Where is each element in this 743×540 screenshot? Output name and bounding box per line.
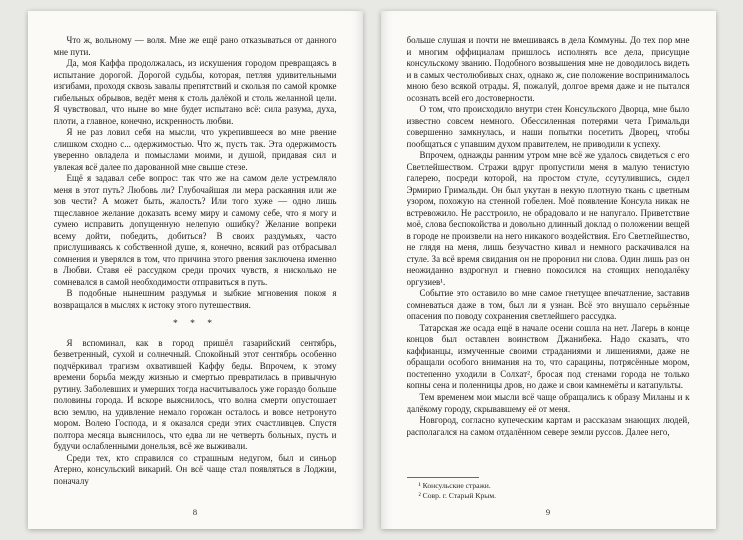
paragraph: Да, моя Каффа продолжалась, из искушения городом превращаясь в испытание дорогой. Дорогой судьбы, которая, петляя удивительными изгибами, проходя сквозь завалы препятствий и скользя по самой кромке гибельных обрывов, ведёт меня к столь далёкой и столь желанной цели. Я чувствовал, что ныне во мне будет испытано всё: сила разума, духа, плоти, а главное, конечно, искренность любви. [53, 58, 337, 126]
paragraph: Тем временем мои мысли всё чаще обращались к образу Миланы и к далёкому городу, скрывавшему её от меня. [406, 391, 690, 414]
left-page [28, 11, 363, 529]
footnote-divider [407, 477, 479, 478]
paragraph: В подобные нынешним раздумья и зыбкие мгновения покоя я возвращался в мыслях к истоку этого путешествия. [53, 288, 337, 310]
paragraph-continuation: больше слушая и почти не вмешиваясь в дела Коммуны. До тех пор мне и многим оффициалам пришлось исполнять все дела, присущие консульскому званию. Подобного возвышения мне не доводилось видеть и в самых честолюбивых снах, однако ж, сие положение воспринималось мною безо всякой отрады. Я, пожалуй, долгое время даже и не пытался осознать всей его достоверности. [406, 35, 690, 103]
paragraph: О том, что происходило внутри стен Консульского Дворца, мне было известно совсем немного. Обессиленная потерями чета Гримальди совершенно замкнулась, и наши попытки посетить Дворец, чтобы пообщаться с упавшим духом правителем, не приводили к успеху. [406, 104, 690, 149]
paragraph: Новгород, согласно купеческим картам и рассказам знающих людей, располагался на самом отдалённом севере земли руссов. Далее него, [406, 415, 690, 437]
right-page-text [407, 35, 690, 472]
footnote: ² Совр. г. Старый Крым. [418, 490, 497, 500]
page-number-left: 8 [192, 507, 198, 517]
paragraph: Впрочем, однажды ранним утром мне всё же удалось свидеться с его Светлейшеством. Стражи вдруг пропустили меня в малую тенистую галерею, посреди которой, на простом стуле, ссутулившись, сидел Эрмирио Гримальди. Он был укутан в некую плотную ткань с цветным узором, похожую на стенной гобелен. Моё появление Консула никак не встревожило. Не расстроило, не обрадовало и не напугало. Приветствие моё, слова беспокойства и довольно длинный доклад о положении вещей в городе не произвели на него никакого воздействия. Его Светлейшество, не глядя на меня, лишь безучастно кивал и немного раскачивался на стуле. За всё время свидания он не проронил ни слова. Один лишь раз он неожиданно вздрогнул и гневно покосился на стоящих неподалёку оргузиев¹. [406, 150, 690, 287]
paragraph: Событие это оставило во мне самое гнетущее впечатление, заставив сомневаться даже в том, был ли я узнан. Всё это внушало серьёзные опасения по поводу сохранения светлейшего рассудка. [406, 288, 690, 322]
footnote: ¹ Консульские стражи. [418, 480, 491, 490]
paragraph: Что ж, вольному — воля. Мне же ещё рано отказываться от данного мне пути. [53, 35, 337, 57]
paragraph: Я вспоминал, как в город пришёл газарийский сентябрь, безветренный, сухой и солнечный. Спокойный этот сентябрь особенно подчёркивал трагизм охватившей Каффу беды. Впрочем, к этому времени борьба между жизнью и смертью превратилась в привычную рутину. Заболевших и умерших тогда насчитывалось уже гораздо больше половины города. И вскоре выяснилось, что волна смерти опустошает всю землю, на удивление немало горожан осталось и вовсе нетронуто мором. Волею Господа, и я оказался среди этих счастливцев. Спустя полтора месяца выяснилось, что едва ли не четверть больных, пусть и будучи ослабленными донельзя, всё же выживали. [53, 337, 337, 452]
paragraph: Среди тех, кто справился со страшным недугом, был и синьор Атерно, консульский викарий. Он всё чаще стал появляться в Лоджии, поначалу [53, 452, 337, 486]
footnotes-block [407, 477, 690, 502]
section-separator: * * * [173, 319, 217, 330]
paragraph: Ещё я задавал себе вопрос: так что же на самом деле устремляло меня в этот путь? Любовь ли? Глубочайшая ли мера раскаяния или же зов чести? А может быть, жалость? Или того хуже — одно лишь тщеславное желание доказать всему миру и самому себе, что я могу и сумею исправить допущенную нелепую ошибку? Желание вопреки всему дойти, победить, добиться? В своих раздумьях, часто прислушиваясь к собственной душе, я, конечно, всякий раз отбрасывал сомнения и уверялся в том, что причина этого рвения заключена именно в Любви. Ставя её рассудком среди прочих чувств, я нисколько не сомневался в самой необходимости отправиться в путь. [53, 173, 337, 287]
page-number-right: 9 [545, 507, 551, 517]
left-page-text [54, 35, 337, 501]
right-page [381, 11, 716, 529]
paragraph: Я не раз ловил себя на мысли, что укрепившееся во мне рвение слишком сходно с... одержимостью. Что ж, пусть так. Эта одержимость уверенно овладела и помыслами моими, и душой, придавая сил и увлекая всё далее по дарованной мне свыше стезе. [53, 127, 337, 172]
paragraph: Татарская же осада ещё в начале осени сошла на нет. Лагерь в конце концов был оставлен воинством Джанибека. Надо сказать, что каффианцы, измученные своими страданиями и лишениями, даже не обращали особого внимания на то, что сарацины, потрясённые мором, постепенно уходили в Солхат², бросая под стенами города не только копны сена и поленницы дров, но даже и свои камнемёты и катапульты. [406, 322, 690, 391]
